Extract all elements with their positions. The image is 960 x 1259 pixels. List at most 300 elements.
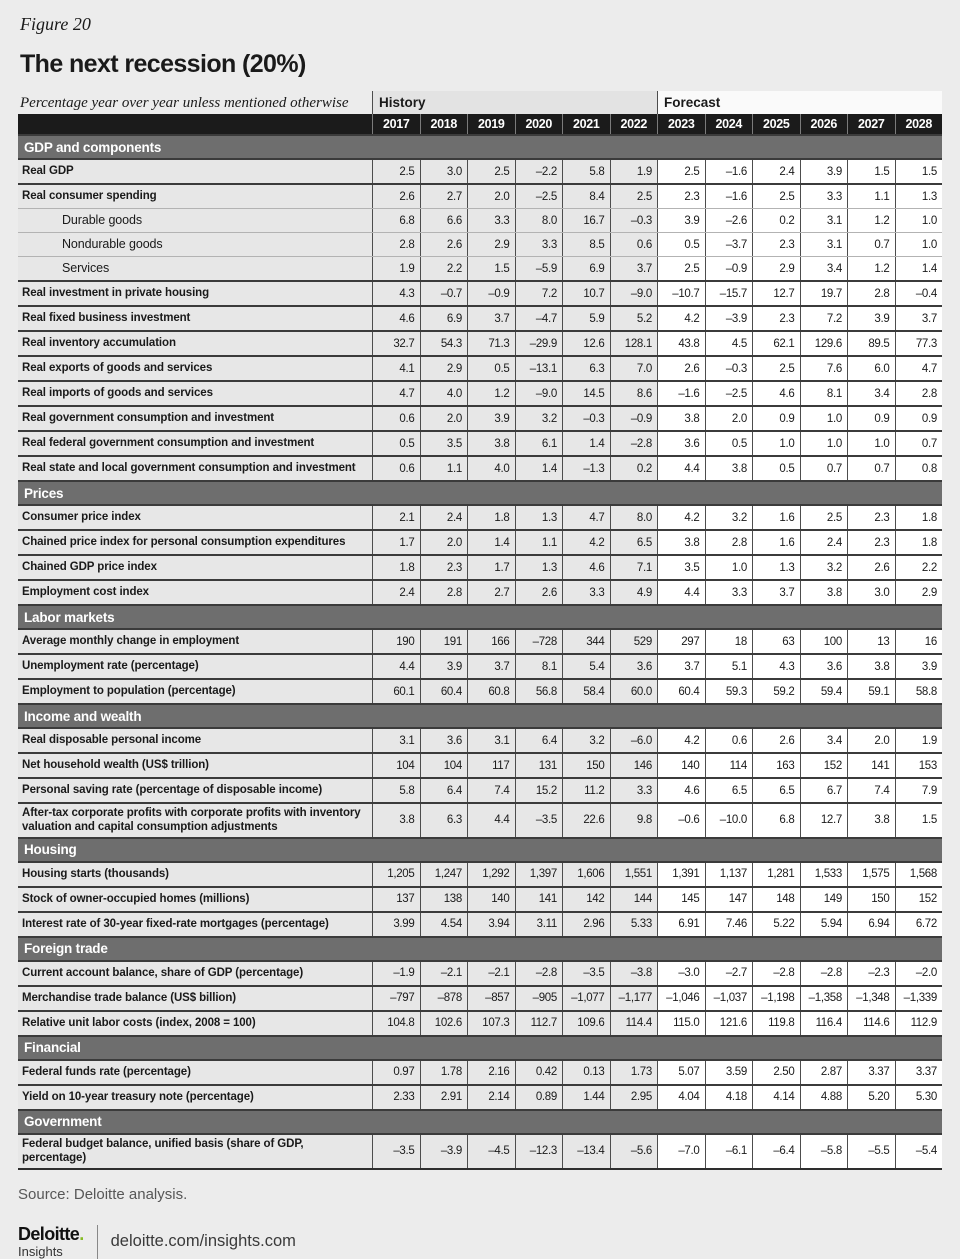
value-cell: 4.4: [657, 581, 705, 604]
section-header: [18, 1035, 942, 1059]
value-cell: 3.7: [895, 307, 943, 330]
value-cell: 114.4: [610, 1012, 658, 1035]
value-cell: 114: [705, 754, 753, 777]
value-cell: –2.2: [515, 160, 563, 183]
value-cell: 104: [372, 754, 420, 777]
value-cell: 2.5: [372, 160, 420, 183]
value-cell: 152: [800, 754, 848, 777]
value-cell: –0.3: [610, 209, 658, 232]
value-cell: 2.4: [800, 531, 848, 554]
value-cell: 2.3: [657, 185, 705, 208]
value-cell: 3.8: [800, 581, 848, 604]
value-cell: 1,575: [847, 863, 895, 886]
value-cell: 1.9: [372, 257, 420, 280]
value-cell: 3.99: [372, 913, 420, 936]
value-cell: 4.7: [372, 382, 420, 405]
value-cell: 3.2: [562, 729, 610, 752]
value-cell: 9.8: [610, 804, 658, 837]
value-cell: 1.6: [752, 531, 800, 554]
value-cell: 1.5: [895, 160, 943, 183]
value-cell: 149: [800, 888, 848, 911]
value-cell: 3.0: [420, 160, 468, 183]
value-cell: –0.3: [562, 407, 610, 430]
value-cell: 2.7: [420, 185, 468, 208]
table-row: [18, 985, 942, 1010]
value-cell: –2.7: [705, 962, 753, 985]
value-cell: 59.3: [705, 680, 753, 703]
table-row: [18, 529, 942, 554]
value-cell: 7.9: [895, 779, 943, 802]
value-cell: 13: [847, 630, 895, 653]
value-cell: 1.0: [800, 407, 848, 430]
value-cell: 2.8: [705, 531, 753, 554]
value-cell: 2.95: [610, 1086, 658, 1109]
value-cell: 2.5: [467, 160, 515, 183]
value-cell: –3.5: [372, 1135, 420, 1168]
brand-subtitle: Insights: [18, 1244, 63, 1259]
value-cell: 6.91: [657, 913, 705, 936]
value-cell: 1.2: [467, 382, 515, 405]
section-header: [18, 837, 942, 861]
value-cell: 2.6: [657, 357, 705, 380]
value-cell: –3.5: [562, 962, 610, 985]
value-cell: –15.7: [705, 282, 753, 305]
value-cell: 3.9: [467, 407, 515, 430]
value-cell: 131: [515, 754, 563, 777]
value-cell: 6.9: [562, 257, 610, 280]
value-cell: 3.7: [467, 655, 515, 678]
logo-divider: [97, 1225, 98, 1259]
value-cell: 16.7: [562, 209, 610, 232]
value-cell: 1.9: [610, 160, 658, 183]
section-header: [18, 134, 942, 158]
row-label: Employment to population (percentage): [18, 680, 372, 703]
value-cell: –2.8: [752, 962, 800, 985]
row-label: Consumer price index: [18, 506, 372, 529]
value-cell: 8.4: [562, 185, 610, 208]
value-cell: 1.0: [705, 556, 753, 579]
value-cell: 4.0: [467, 457, 515, 480]
value-cell: –1.3: [562, 457, 610, 480]
value-cell: 6.1: [515, 432, 563, 455]
value-cell: 104: [420, 754, 468, 777]
value-cell: 3.9: [657, 209, 705, 232]
value-cell: –5.9: [515, 257, 563, 280]
value-cell: 0.2: [610, 457, 658, 480]
value-cell: 3.4: [847, 382, 895, 405]
value-cell: 6.3: [562, 357, 610, 380]
value-cell: 4.4: [467, 804, 515, 837]
value-cell: 2.9: [895, 581, 943, 604]
column-group-row: [18, 91, 942, 114]
value-cell: 4.4: [372, 655, 420, 678]
value-cell: 2.87: [800, 1061, 848, 1084]
table-row: [18, 777, 942, 802]
value-cell: 8.5: [562, 233, 610, 256]
value-cell: –0.4: [895, 282, 943, 305]
table-row: [18, 380, 942, 405]
value-cell: –1,348: [847, 987, 895, 1010]
value-cell: 109.6: [562, 1012, 610, 1035]
value-cell: 11.2: [562, 779, 610, 802]
value-cell: 2.8: [372, 233, 420, 256]
value-cell: –2.1: [467, 962, 515, 985]
value-cell: –2.5: [515, 185, 563, 208]
value-cell: –1.6: [705, 160, 753, 183]
value-cell: 2.8: [420, 581, 468, 604]
value-cell: 0.7: [800, 457, 848, 480]
value-cell: 5.8: [372, 779, 420, 802]
value-cell: 2.2: [420, 257, 468, 280]
value-cell: 142: [562, 888, 610, 911]
value-cell: –3.9: [420, 1135, 468, 1168]
value-cell: 2.9: [752, 257, 800, 280]
value-cell: 3.59: [705, 1061, 753, 1084]
value-cell: 60.0: [610, 680, 658, 703]
value-cell: 116.4: [800, 1012, 848, 1035]
value-cell: 0.13: [562, 1061, 610, 1084]
value-cell: 2.0: [420, 407, 468, 430]
brand-name: Deloitte.: [18, 1224, 84, 1244]
value-cell: 58.4: [562, 680, 610, 703]
value-cell: 59.2: [752, 680, 800, 703]
value-cell: 2.5: [657, 160, 705, 183]
value-cell: 1,551: [610, 863, 658, 886]
value-cell: 3.1: [467, 729, 515, 752]
value-cell: 4.5: [705, 332, 753, 355]
value-cell: 3.7: [467, 307, 515, 330]
table-row: [18, 628, 942, 653]
value-cell: 1.3: [895, 185, 943, 208]
value-cell: –1,339: [895, 987, 943, 1010]
value-cell: 3.8: [467, 432, 515, 455]
value-cell: 2.5: [752, 185, 800, 208]
value-cell: 7.6: [800, 357, 848, 380]
value-cell: 4.6: [372, 307, 420, 330]
value-cell: 12.6: [562, 332, 610, 355]
value-cell: 4.3: [752, 655, 800, 678]
value-cell: –2.5: [705, 382, 753, 405]
value-cell: 3.3: [705, 581, 753, 604]
value-cell: 2.5: [657, 257, 705, 280]
row-label: Real fixed business investment: [18, 307, 372, 330]
table-row: [18, 405, 942, 430]
value-cell: 1.6: [752, 506, 800, 529]
value-cell: 0.6: [372, 407, 420, 430]
value-cell: 150: [562, 754, 610, 777]
value-cell: 121.6: [705, 1012, 753, 1035]
value-cell: 102.6: [420, 1012, 468, 1035]
value-cell: 2.6: [420, 233, 468, 256]
value-cell: 1.73: [610, 1061, 658, 1084]
row-label: Unemployment rate (percentage): [18, 655, 372, 678]
value-cell: 6.4: [515, 729, 563, 752]
value-cell: –29.9: [515, 332, 563, 355]
value-cell: 0.5: [467, 357, 515, 380]
row-label: Federal budget balance, unified basis (share of GDP, percentage): [18, 1135, 372, 1168]
value-cell: 19.7: [800, 282, 848, 305]
value-cell: –0.6: [657, 804, 705, 837]
table-row: [18, 554, 942, 579]
value-cell: 0.2: [752, 209, 800, 232]
value-cell: 3.9: [800, 160, 848, 183]
value-cell: 1.1: [515, 531, 563, 554]
table-row: [18, 280, 942, 305]
value-cell: 3.4: [800, 729, 848, 752]
value-cell: 60.4: [420, 680, 468, 703]
value-cell: –2.8: [800, 962, 848, 985]
value-cell: 4.04: [657, 1086, 705, 1109]
value-cell: 89.5: [847, 332, 895, 355]
value-cell: 0.7: [895, 432, 943, 455]
value-cell: –9.0: [610, 282, 658, 305]
value-cell: 117: [467, 754, 515, 777]
table-row: [18, 579, 942, 604]
value-cell: –1.9: [372, 962, 420, 985]
value-cell: 62.1: [752, 332, 800, 355]
value-cell: 5.8: [562, 160, 610, 183]
value-cell: 7.2: [800, 307, 848, 330]
value-cell: 1.8: [372, 556, 420, 579]
value-cell: 1.2: [847, 257, 895, 280]
table-row: [18, 886, 942, 911]
row-label: Real investment in private housing: [18, 282, 372, 305]
year-header-cell: 2025: [752, 114, 800, 134]
value-cell: 0.9: [895, 407, 943, 430]
row-label: Real inventory accumulation: [18, 332, 372, 355]
value-cell: 1,391: [657, 863, 705, 886]
value-cell: 2.6: [372, 185, 420, 208]
row-label: Stock of owner-occupied homes (millions): [18, 888, 372, 911]
value-cell: 6.8: [372, 209, 420, 232]
value-cell: 3.9: [895, 655, 943, 678]
value-cell: 71.3: [467, 332, 515, 355]
value-cell: 129.6: [800, 332, 848, 355]
value-cell: 344: [562, 630, 610, 653]
row-label: Interest rate of 30-year fixed-rate mortgages (percentage): [18, 913, 372, 936]
value-cell: –6.4: [752, 1135, 800, 1168]
row-label: Average monthly change in employment: [18, 630, 372, 653]
value-cell: –4.7: [515, 307, 563, 330]
value-cell: 1.5: [847, 160, 895, 183]
value-cell: 3.3: [467, 209, 515, 232]
value-cell: 63: [752, 630, 800, 653]
row-label: Net household wealth (US$ trillion): [18, 754, 372, 777]
section-title: Housing: [24, 842, 77, 858]
value-cell: –7.0: [657, 1135, 705, 1168]
value-cell: 3.8: [847, 804, 895, 837]
value-cell: 2.4: [752, 160, 800, 183]
value-cell: 22.6: [562, 804, 610, 837]
value-cell: 60.4: [657, 680, 705, 703]
value-cell: 2.7: [467, 581, 515, 604]
value-cell: 128.1: [610, 332, 658, 355]
value-cell: 56.8: [515, 680, 563, 703]
footer: [18, 1225, 942, 1259]
brand-green-dot: .: [79, 1224, 84, 1244]
value-cell: 4.0: [420, 382, 468, 405]
value-cell: 4.2: [562, 531, 610, 554]
value-cell: 1.4: [562, 432, 610, 455]
footer-url: deloitte.com/insights.com: [110, 1232, 296, 1250]
value-cell: 6.9: [420, 307, 468, 330]
value-cell: 1.5: [895, 804, 943, 837]
row-label: Real state and local government consumption and investment: [18, 457, 372, 480]
value-cell: 3.8: [705, 457, 753, 480]
table-subtitle: Percentage year over year unless mentioned otherwise: [20, 95, 349, 111]
value-cell: 59.4: [800, 680, 848, 703]
value-cell: 1,606: [562, 863, 610, 886]
value-cell: 1,137: [705, 863, 753, 886]
value-cell: 529: [610, 630, 658, 653]
value-cell: –10.0: [705, 804, 753, 837]
value-cell: 0.6: [610, 233, 658, 256]
value-cell: 1.0: [800, 432, 848, 455]
value-cell: 3.3: [515, 233, 563, 256]
year-header-cell: 2017: [372, 114, 420, 134]
value-cell: 2.33: [372, 1086, 420, 1109]
value-cell: 2.96: [562, 913, 610, 936]
value-cell: 2.14: [467, 1086, 515, 1109]
value-cell: –10.7: [657, 282, 705, 305]
value-cell: 2.91: [420, 1086, 468, 1109]
value-cell: 144: [610, 888, 658, 911]
year-header-cell: 2028: [895, 114, 943, 134]
table-row: [18, 911, 942, 936]
table-row: [18, 232, 942, 256]
value-cell: 0.7: [847, 233, 895, 256]
table-row: [18, 158, 942, 183]
value-cell: 5.07: [657, 1061, 705, 1084]
section-title: Government: [24, 1114, 102, 1130]
value-cell: –5.8: [800, 1135, 848, 1168]
value-cell: –1,046: [657, 987, 705, 1010]
row-label: Current account balance, share of GDP (percentage): [18, 962, 372, 985]
value-cell: 8.0: [610, 506, 658, 529]
history-group-header: History: [372, 91, 657, 114]
value-cell: –13.1: [515, 357, 563, 380]
value-cell: –2.8: [515, 962, 563, 985]
value-cell: 141: [515, 888, 563, 911]
deloitte-logo: [18, 1225, 84, 1258]
table-body: [18, 134, 942, 1168]
value-cell: 3.37: [847, 1061, 895, 1084]
value-cell: 14.5: [562, 382, 610, 405]
value-cell: 3.3: [562, 581, 610, 604]
table-row: [18, 183, 942, 208]
value-cell: 0.7: [847, 457, 895, 480]
value-cell: 3.4: [800, 257, 848, 280]
value-cell: 1,205: [372, 863, 420, 886]
value-cell: 3.9: [847, 307, 895, 330]
source-note: Source: Deloitte analysis.: [18, 1185, 188, 1203]
value-cell: 150: [847, 888, 895, 911]
value-cell: 1.78: [420, 1061, 468, 1084]
value-cell: 7.0: [610, 357, 658, 380]
value-cell: 2.5: [752, 357, 800, 380]
value-cell: –1.6: [657, 382, 705, 405]
value-cell: 141: [847, 754, 895, 777]
table-row: [18, 678, 942, 703]
value-cell: 2.6: [752, 729, 800, 752]
value-cell: 6.8: [752, 804, 800, 837]
value-cell: 3.5: [420, 432, 468, 455]
row-label: Chained GDP price index: [18, 556, 372, 579]
value-cell: 4.6: [562, 556, 610, 579]
value-cell: 1,397: [515, 863, 563, 886]
value-cell: 112.9: [895, 1012, 943, 1035]
table-row: [18, 1084, 942, 1109]
value-cell: 6.4: [420, 779, 468, 802]
value-cell: –857: [467, 987, 515, 1010]
value-cell: –0.9: [467, 282, 515, 305]
value-cell: 0.6: [372, 457, 420, 480]
table-row: [18, 1010, 942, 1035]
value-cell: 163: [752, 754, 800, 777]
value-cell: 191: [420, 630, 468, 653]
value-cell: 2.6: [515, 581, 563, 604]
row-label: Nondurable goods: [18, 233, 372, 256]
value-cell: 2.0: [420, 531, 468, 554]
value-cell: 6.6: [420, 209, 468, 232]
table-row: [18, 727, 942, 752]
value-cell: 0.42: [515, 1061, 563, 1084]
row-label: Real disposable personal income: [18, 729, 372, 752]
value-cell: 1.3: [515, 506, 563, 529]
section-title: Financial: [24, 1040, 81, 1056]
value-cell: 4.3: [372, 282, 420, 305]
section-title: GDP and components: [24, 139, 162, 155]
value-cell: 5.4: [562, 655, 610, 678]
value-cell: 7.1: [610, 556, 658, 579]
value-cell: 2.0: [847, 729, 895, 752]
value-cell: 4.7: [562, 506, 610, 529]
year-header-cell: 2022: [610, 114, 658, 134]
value-cell: 1,533: [800, 863, 848, 886]
row-label: Employment cost index: [18, 581, 372, 604]
value-cell: –13.4: [562, 1135, 610, 1168]
value-cell: 0.5: [372, 432, 420, 455]
value-cell: 4.1: [372, 357, 420, 380]
value-cell: 1,292: [467, 863, 515, 886]
value-cell: 4.6: [752, 382, 800, 405]
section-header: [18, 936, 942, 960]
value-cell: –2.0: [895, 962, 943, 985]
row-label: Real federal government consumption and investment: [18, 432, 372, 455]
value-cell: 8.1: [515, 655, 563, 678]
value-cell: 2.4: [420, 506, 468, 529]
value-cell: –0.9: [610, 407, 658, 430]
value-cell: 3.2: [705, 506, 753, 529]
value-cell: 1.4: [895, 257, 943, 280]
value-cell: 1.9: [895, 729, 943, 752]
value-cell: 148: [752, 888, 800, 911]
year-header-cell: 2020: [515, 114, 563, 134]
value-cell: 2.9: [467, 233, 515, 256]
page-title: The next recession (20%): [20, 50, 306, 78]
value-cell: 1.0: [752, 432, 800, 455]
row-label: Real exports of goods and services: [18, 357, 372, 380]
value-cell: 114.6: [847, 1012, 895, 1035]
value-cell: 2.9: [420, 357, 468, 380]
year-header-cell: 2023: [657, 114, 705, 134]
value-cell: 2.5: [800, 506, 848, 529]
value-cell: –2.1: [420, 962, 468, 985]
value-cell: 8.6: [610, 382, 658, 405]
value-cell: 1.4: [515, 457, 563, 480]
value-cell: 43.8: [657, 332, 705, 355]
value-cell: 15.2: [515, 779, 563, 802]
